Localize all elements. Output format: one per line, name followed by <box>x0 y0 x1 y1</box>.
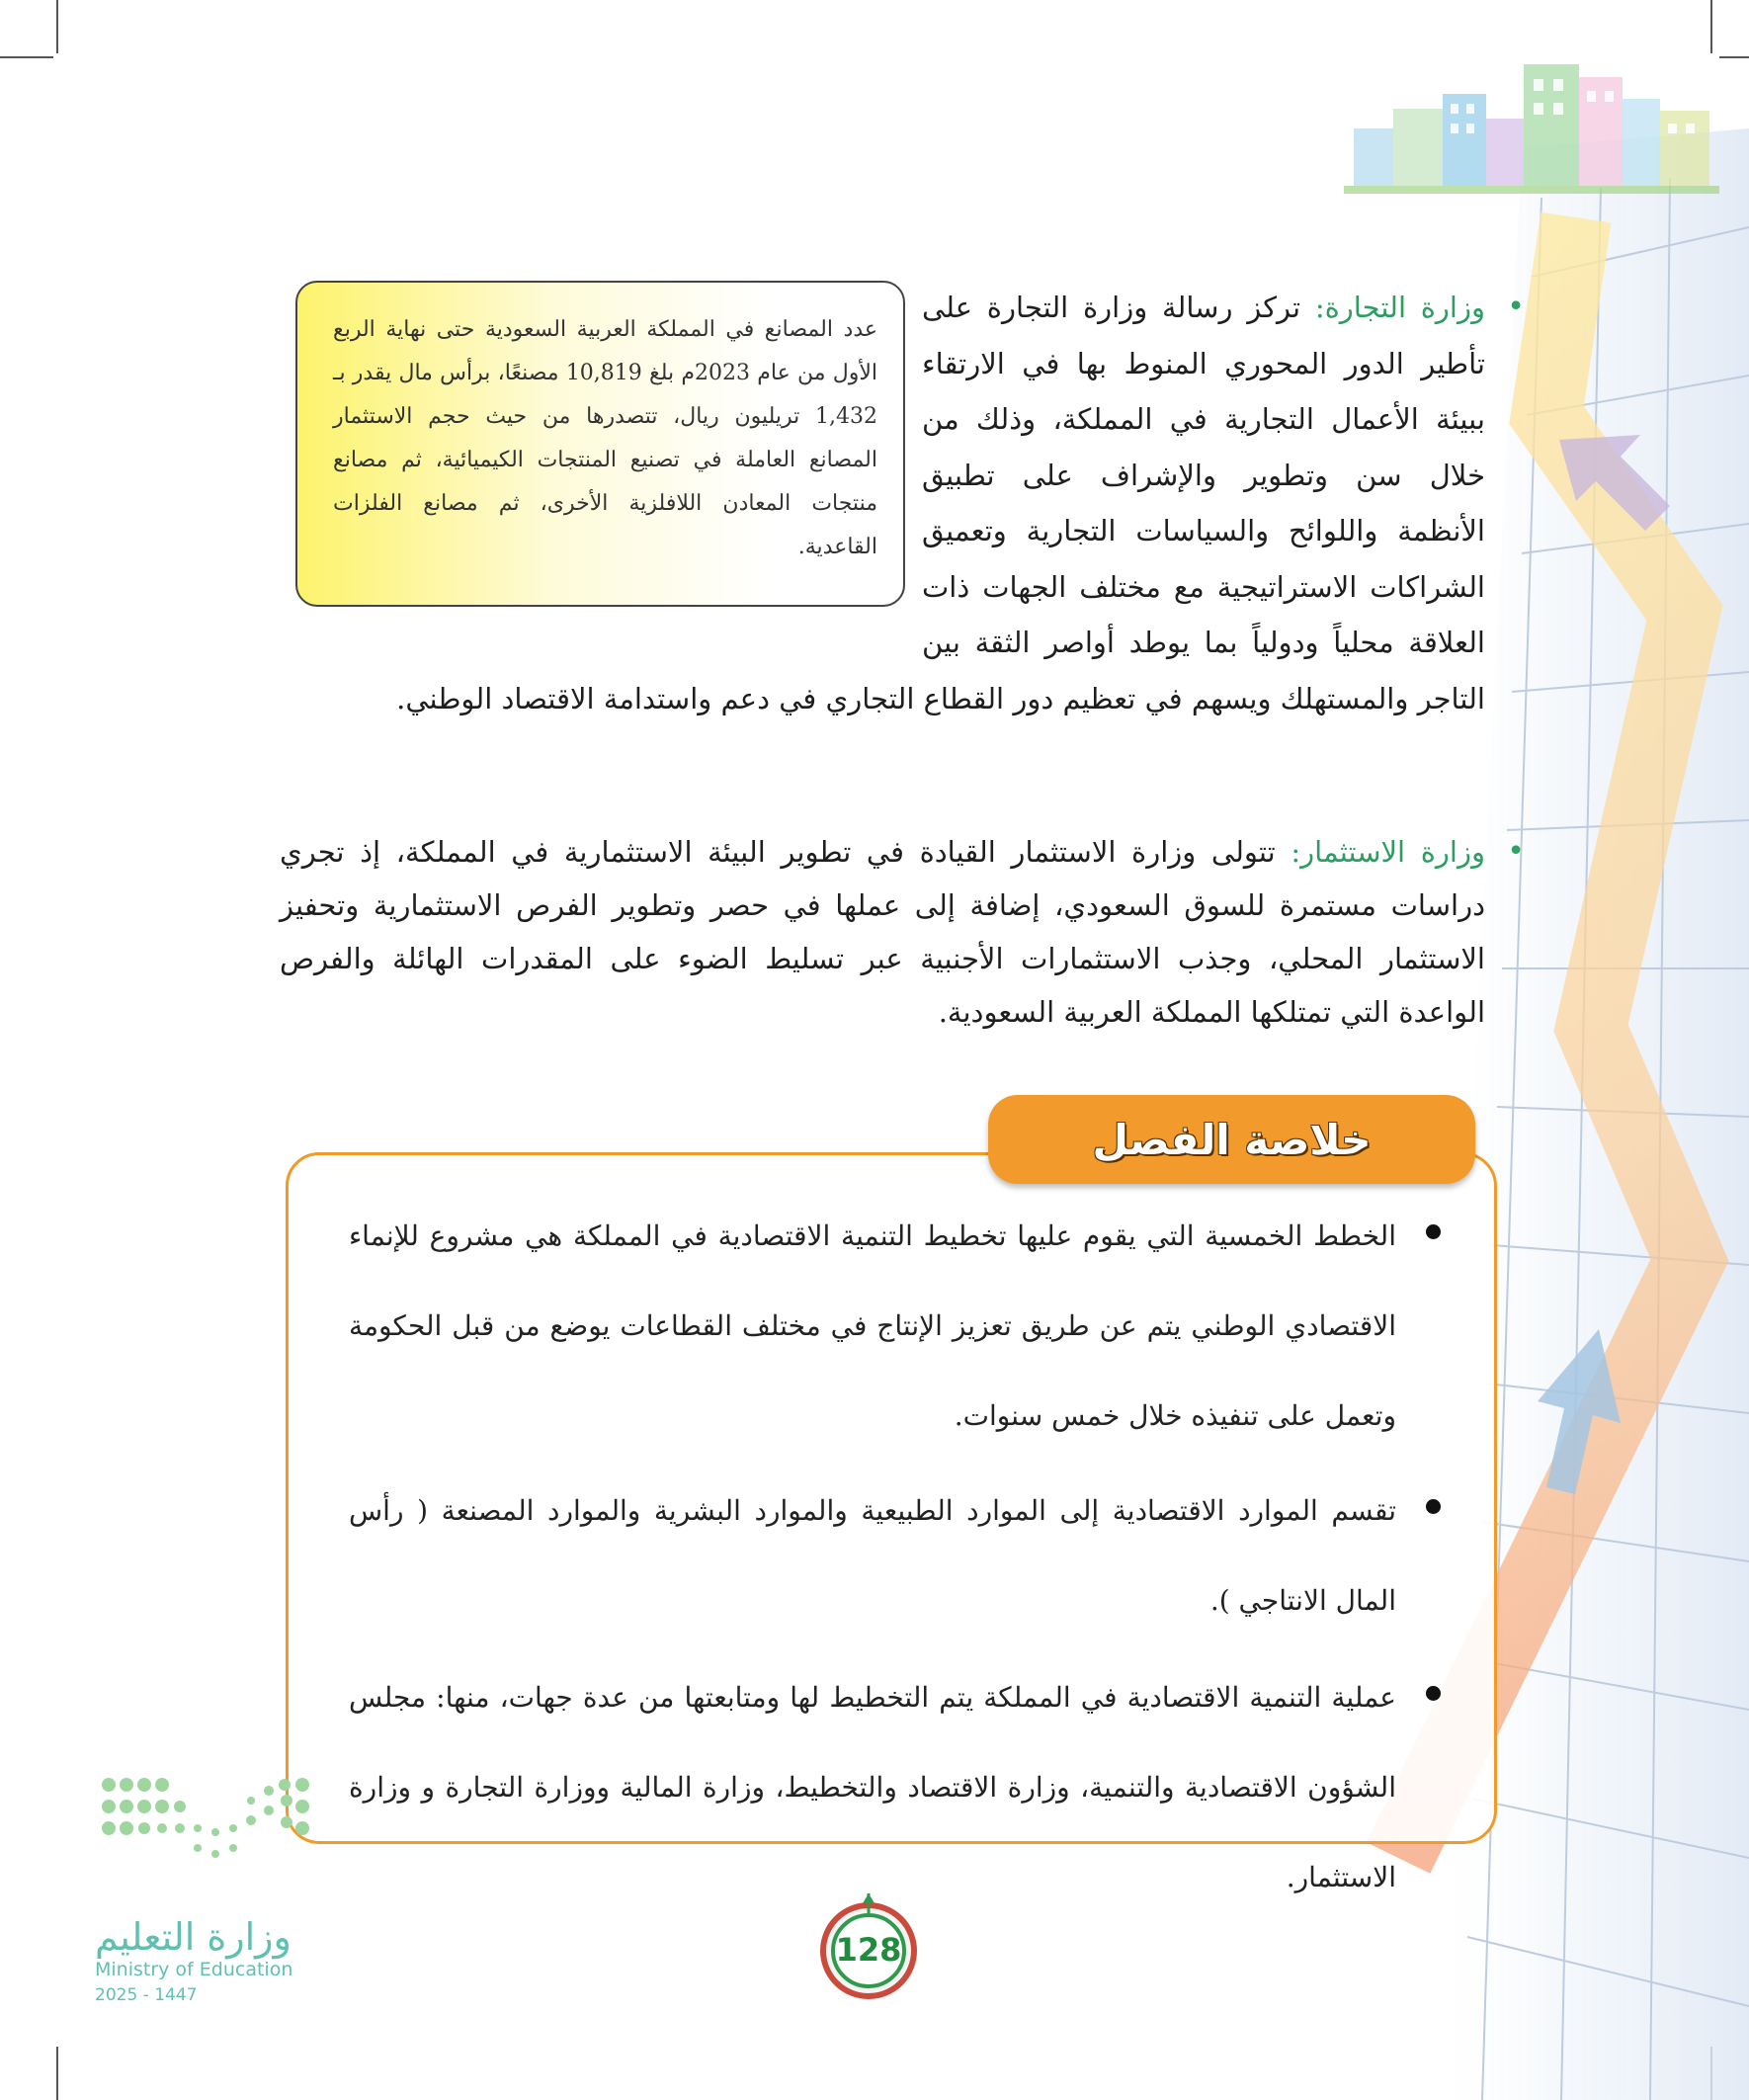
summary-item <box>349 1466 1396 1645</box>
trade-ministry-paragraph <box>280 280 1525 726</box>
trade-ministry-term: وزارة التجارة: <box>1314 291 1485 324</box>
bullet-icon: • <box>1507 290 1525 324</box>
bullet-dot-icon <box>1426 1499 1441 1514</box>
summary-item-text: تقسم الموارد الاقتصادية إلى الموارد الطبيعية والموارد البشرية والموارد المصنعة ( رأس المال الانتاجي ). <box>349 1494 1396 1617</box>
investment-ministry-text: تتولى وزارة الاستثمار القيادة في تطوير البيئة الاستثمارية في المملكة، إذ تجري دراسات مستمرة للسوق السعودي، إضافة إلى عملها في حصر وتطوير الفرص الاستثمارية وتحفيز الاستثمار المحلي، وجذب الاستثمارات الأجنبية عبر تسليط الضوء على المقدرات الهائلة والفرص الواعدة التي تمتلكها المملكة العربية السعودية. <box>280 835 1485 1029</box>
trade-ministry-text: تركز رسالة وزارة التجارة على تأطير الدور المحوري المنوط بها في الارتقاء ببيئة الأعمال التجارية في المملكة، وذلك من خلال سن وتطوير والإشراف على تطبيق الأنظمة واللوائح والسياسات التجارية وتعميق الشراكات الاستراتيجية مع مختلف الجهات ذات العلاقة محلياً ودولياً بما يوطد أواصر الثقة بين التاجر والمستهلك ويسهم في تعظيم دور القطاع التجاري في دعم واستدامة الاقتصاد الوطني. <box>396 291 1485 715</box>
fact-box-text: عدد المصانع في المملكة العربية السعودية حتى نهاية الربع الأول من عام 2023م بلغ 10,819 مصنعًا، برأس مال يقدر بـ 1,432 تريليون ريال، تتصدرها من حيث حجم الاستثمار المصانع العاملة في تصنيع المنتجات الكيميائية، ثم مصانع منتجات المعادن اللافلزية الأخرى، ثم مصانع الفلزات القاعدية. <box>333 317 877 559</box>
ministry-logo-icon <box>97 1771 314 1880</box>
skyline-illustration <box>1344 64 1719 194</box>
summary-item <box>349 1652 1396 1922</box>
bullet-dot-icon <box>1426 1686 1441 1701</box>
chapter-summary-list <box>349 1191 1396 1922</box>
investment-ministry-paragraph <box>280 825 1525 1039</box>
chapter-summary-header <box>988 1095 1475 1184</box>
chapter-summary-title: خلاصة الفصل <box>1092 1115 1372 1164</box>
bullet-icon: • <box>1507 834 1525 869</box>
summary-item-text: عملية التنمية الاقتصادية في المملكة يتم التخطيط لها ومتابعتها من عدة جهات، منها: مجلس الشؤون الاقتصادية والتنمية، وزارة الاقتصاد والتخطيط، وزارة المالية ووزارة التجارة و وزارة الاستثمار. <box>349 1681 1396 1893</box>
investment-ministry-term: وزارة الاستثمار: <box>1291 835 1485 869</box>
ministry-name-arabic: وزارة التعليم <box>95 1915 292 1959</box>
ministry-name-english: Ministry of Education <box>95 1959 293 1980</box>
bullet-dot-icon <box>1426 1224 1441 1239</box>
page-number: 128 <box>835 1931 902 1969</box>
ministry-year: 2025 - 1447 <box>95 1985 198 2005</box>
summary-item <box>349 1191 1396 1461</box>
fact-box-spacer <box>280 280 922 661</box>
summary-item-text: الخطط الخمسية التي يقوم عليها تخطيط التنمية الاقتصادية في المملكة هي مشروع للإنماء الاقتصادي الوطني يتم عن طريق تعزيز الإنتاج في مختلف القطاعات يوضع من قبل الحكومة وتعمل على تنفيذه خلال خمس سنوات. <box>349 1219 1396 1432</box>
